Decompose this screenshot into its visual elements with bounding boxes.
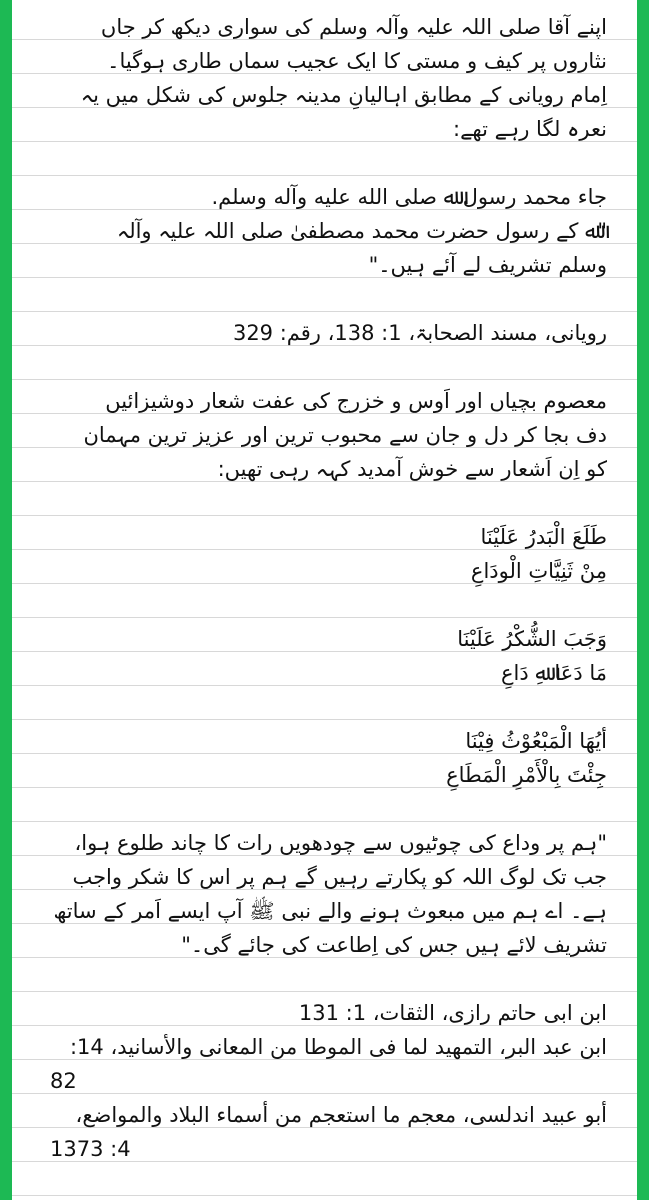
poem-stanza-2 <box>50 622 607 690</box>
poem-stanza-3 <box>50 724 607 792</box>
poem-line: جِئْتَ بِالْأَمْرِ الْمَطَاعِ <box>446 763 607 787</box>
text-line: "ﷲ کے رسول حضرت محمد مصطفیٰ صلی اللہ علیہ وآلہ <box>116 219 607 243</box>
reference-line: 4: 1373 <box>50 1137 131 1161</box>
poem-line: أيُهَا الْمَبْعُوْثُ فِيْنَا <box>465 729 607 753</box>
paragraph-girls <box>50 384 607 486</box>
article-text <box>50 10 607 1166</box>
reference-line: رویانی، مسند الصحابۃ، 1: 138، رقم: 329 <box>232 321 607 345</box>
reference-line: 82 <box>50 1069 77 1093</box>
text-line: معصوم بچیاں اور اَوس و خزرج کی عفت شعار دوشیزائیں <box>105 389 607 413</box>
paragraph-arrival <box>50 10 607 146</box>
page-sheet <box>12 0 637 1200</box>
poem-line: وَجَبَ الشُّکْرُ عَلَيْنَا <box>457 627 607 651</box>
poem-stanza-1 <box>50 520 607 588</box>
text-line: جب تک لوگ اللہ کو پکارتے رہیں گے ہم پر اس کا شکر واجب <box>72 865 607 889</box>
text-line: ہے۔ اے ہم میں مبعوث ہونے والے نبی ﷺ آپ ایسے اَمر کے ساتھ <box>53 899 607 923</box>
text-line: "ہم پر وداع کی چوٹیوں سے چودھویں رات کا چاند طلوع ہوا، <box>74 831 607 855</box>
text-line: نعرہ لگا رہے تھے: <box>453 117 607 141</box>
reference-line: ابن عبد البر، التمهيد لما فی الموطا من المعانی والأسانيد، 14: <box>69 1035 607 1059</box>
text-line: کو اِن اَشعار سے خوش آمدید کہہ رہی تھیں: <box>217 457 607 481</box>
text-line: تشریف لائے ہیں جس کی اِطاعت کی جائے گی۔" <box>181 933 607 957</box>
paragraph-translation <box>50 826 607 962</box>
text-line: اِمام رویانی کے مطابق اہالیانِ مدینہ جلوس کی شکل میں یہ <box>80 83 607 107</box>
poem-line: مِنْ ثَنِيَّاتِ الْودَاعِ <box>470 559 607 583</box>
poem-line: مَا دَعَا ﷲِ دَاعِ <box>501 661 607 685</box>
reference-ruyani <box>50 316 607 350</box>
paragraph-slogan <box>50 180 607 282</box>
reference-line: أبو عبيد اندلسی، معجم ما استعجم من أسماء البلاد والمواضع، <box>75 1103 607 1127</box>
references-list <box>50 996 607 1166</box>
text-line: نثاروں پر کیف و مستی کا ایک عجیب سماں طاری ہوگیا۔ <box>107 49 607 73</box>
poem-line: طَلَعَ الْبَدرُ عَلَيْنَا <box>480 525 607 549</box>
reference-line: ابن ابی حاتم رازی، الثقات، 1: 131 <box>298 1001 607 1025</box>
text-line: دف بجا کر دل و جان سے محبوب ترین اور عزیز ترین مہمان <box>83 423 607 447</box>
text-line: جاء محمد رسول ﷲ صلی الله عليه وآله وسلم. <box>211 185 607 209</box>
text-line: اپنے آقا صلی اللہ علیہ وآلہ وسلم کی سواری دیکھ کر جاں <box>100 15 607 39</box>
text-line: وسلم تشریف لے آئے ہیں۔" <box>368 253 607 277</box>
